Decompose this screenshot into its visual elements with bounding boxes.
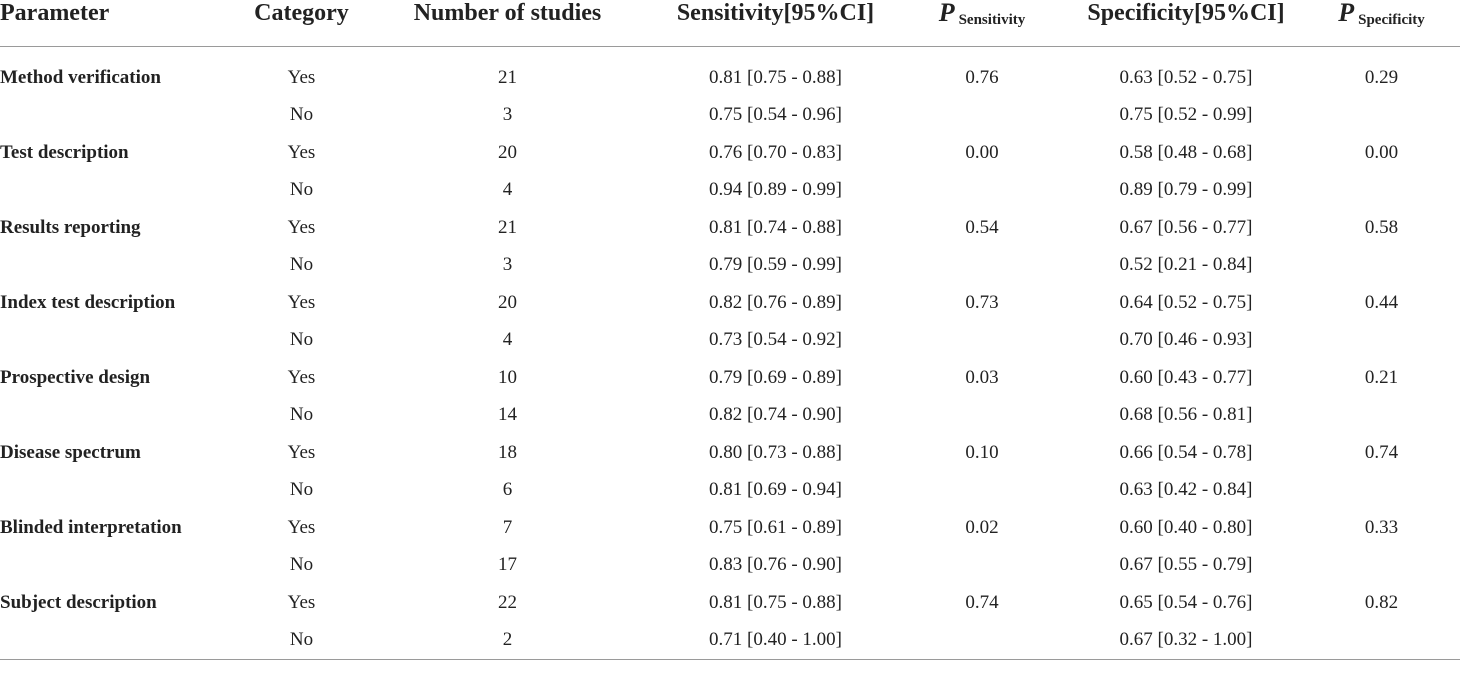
cell-sensitivity: 0.80 [0.73 - 0.88] [709, 441, 842, 463]
cell-specificity: 0.66 [0.54 - 0.78] [1119, 441, 1253, 463]
cell-specificity: 0.70 [0.46 - 0.93] [1119, 329, 1253, 351]
cell-number-of-studies: 18 [498, 441, 517, 463]
cell-p-specificity: 0.58 [1364, 216, 1399, 238]
table-row [0, 322, 1460, 360]
cell-sensitivity: 0.76 [0.70 - 0.83] [709, 141, 842, 163]
cell-sensitivity: 0.79 [0.69 - 0.89] [709, 366, 842, 388]
cell-p-sensitivity [895, 547, 1069, 585]
cell-sensitivity: 0.73 [0.54 - 0.92] [709, 329, 842, 351]
cell-parameter: Index test description [0, 291, 176, 313]
cell-number-of-studies: 3 [502, 104, 513, 126]
cell-specificity: 0.67 [0.32 - 1.00] [1069, 622, 1303, 660]
cell-p-sensitivity: 0.73 [965, 291, 999, 313]
cell-category: Yes [287, 516, 316, 538]
cell-category: No [289, 329, 314, 351]
header-p-specificity [1303, 0, 1460, 47]
cell-number-of-studies: 4 [502, 179, 513, 201]
cell-number-of-studies: 2 [359, 622, 656, 660]
cell-category: No [289, 479, 314, 501]
cell-p-specificity [1303, 547, 1460, 585]
cell-p-specificity [1303, 97, 1460, 135]
cell-category: No [289, 404, 314, 426]
table-row [0, 434, 1460, 472]
cell-specificity: 0.58 [0.48 - 0.68] [1119, 141, 1253, 163]
cell-sensitivity: 0.82 [0.74 - 0.90] [709, 404, 842, 426]
table-row [0, 209, 1460, 247]
header-specificity: Specificity[95%CI] [1069, 0, 1303, 47]
cell-p-specificity: 0.74 [1364, 441, 1399, 463]
cell-number-of-studies: 4 [502, 329, 513, 351]
table-row [0, 134, 1460, 172]
header-category: Category [244, 0, 359, 47]
cell-specificity: 0.89 [0.79 - 0.99] [1119, 179, 1253, 201]
table-row [0, 397, 1460, 435]
cell-specificity: 0.68 [0.56 - 0.81] [1119, 404, 1253, 426]
cell-specificity: 0.60 [0.40 - 0.80] [1119, 516, 1253, 538]
cell-p-sensitivity [895, 322, 1069, 360]
cell-parameter [0, 472, 244, 510]
header-p-specificity-subscript: Specificity [1358, 12, 1425, 28]
cell-number-of-studies: 20 [498, 291, 517, 313]
cell-parameter: Results reporting [0, 216, 141, 238]
cell-sensitivity: 0.81 [0.75 - 0.88] [709, 66, 842, 88]
cell-p-specificity: 0.21 [1364, 366, 1399, 388]
cell-number-of-studies: 14 [498, 404, 517, 426]
cell-p-sensitivity: 0.74 [965, 591, 999, 613]
cell-number-of-studies: 6 [502, 479, 513, 501]
header-spacer-cell [0, 47, 1460, 60]
table-row [0, 622, 1460, 660]
cell-category: Yes [287, 366, 316, 388]
cell-category: No [289, 254, 314, 276]
cell-parameter: Subject description [0, 591, 157, 613]
cell-p-specificity [1303, 172, 1460, 210]
cell-category: No [289, 179, 314, 201]
cell-p-sensitivity: 0.76 [965, 66, 999, 88]
cell-specificity: 0.67 [0.56 - 0.77] [1119, 216, 1253, 238]
cell-parameter: Prospective design [0, 366, 151, 388]
cell-category: No [244, 622, 359, 660]
cell-parameter [0, 247, 244, 285]
table-row [0, 359, 1460, 397]
cell-parameter [0, 97, 244, 135]
cell-parameter: Test description [0, 141, 129, 163]
cell-p-sensitivity: 0.10 [965, 441, 999, 463]
table-row [0, 172, 1460, 210]
cell-number-of-studies: 22 [498, 591, 517, 613]
header-p-sensitivity-letter: P [938, 0, 955, 27]
cell-specificity: 0.65 [0.54 - 0.76] [1119, 591, 1253, 613]
cell-parameter [0, 547, 244, 585]
table-row [0, 509, 1460, 547]
cell-p-specificity: 0.44 [1364, 291, 1399, 313]
cell-sensitivity: 0.71 [0.40 - 1.00] [656, 622, 895, 660]
cell-p-sensitivity [895, 397, 1069, 435]
cell-p-sensitivity [895, 172, 1069, 210]
cell-p-sensitivity: 0.54 [965, 216, 999, 238]
table-row [0, 584, 1460, 622]
cell-sensitivity: 0.75 [0.54 - 0.96] [709, 104, 842, 126]
cell-parameter: Method verification [0, 66, 161, 88]
header-spacer-row [0, 47, 1460, 60]
cell-sensitivity: 0.79 [0.59 - 0.99] [709, 254, 842, 276]
cell-specificity: 0.67 [0.55 - 0.79] [1119, 554, 1253, 576]
cell-p-sensitivity [895, 97, 1069, 135]
table-row [0, 247, 1460, 285]
table-row [0, 59, 1460, 97]
cell-specificity: 0.63 [0.42 - 0.84] [1119, 479, 1253, 501]
cell-number-of-studies: 20 [498, 141, 517, 163]
cell-number-of-studies: 17 [498, 554, 517, 576]
cell-specificity: 0.64 [0.52 - 0.75] [1119, 291, 1253, 313]
table-row [0, 547, 1460, 585]
cell-number-of-studies: 21 [498, 66, 517, 88]
cell-sensitivity: 0.83 [0.76 - 0.90] [709, 554, 842, 576]
cell-specificity: 0.63 [0.52 - 0.75] [1119, 66, 1253, 88]
cell-category: Yes [287, 591, 316, 613]
cell-category: Yes [287, 66, 316, 88]
cell-p-specificity [1303, 322, 1460, 360]
cell-number-of-studies: 10 [498, 366, 517, 388]
cell-p-sensitivity: 0.02 [965, 516, 999, 538]
cell-p-specificity: 0.00 [1364, 141, 1399, 163]
cell-category: Yes [287, 141, 316, 163]
cell-parameter [0, 397, 244, 435]
cell-p-sensitivity [895, 472, 1069, 510]
cell-parameter: Disease spectrum [0, 441, 141, 463]
table-header [0, 0, 1460, 47]
table-row [0, 97, 1460, 135]
cell-parameter: Blinded interpretation [0, 516, 182, 538]
header-parameter: Parameter [0, 0, 244, 47]
header-p-specificity-letter: P [1338, 0, 1355, 27]
header-sensitivity: Sensitivity[95%CI] [656, 0, 895, 47]
cell-p-sensitivity: 0.00 [965, 141, 999, 163]
cell-sensitivity: 0.81 [0.75 - 0.88] [709, 591, 842, 613]
cell-p-specificity: 0.33 [1364, 516, 1399, 538]
cell-p-specificity: 0.29 [1364, 66, 1399, 88]
header-number-of-studies: Number of studies [359, 0, 656, 47]
cell-sensitivity: 0.81 [0.69 - 0.94] [709, 479, 842, 501]
cell-number-of-studies: 21 [498, 216, 517, 238]
cell-category: No [289, 554, 314, 576]
table-row [0, 472, 1460, 510]
cell-category: No [289, 104, 314, 126]
cell-p-specificity [1303, 622, 1460, 660]
cell-p-specificity [1303, 472, 1460, 510]
cell-p-specificity [1303, 247, 1460, 285]
cell-p-sensitivity: 0.03 [965, 366, 999, 388]
cell-p-specificity: 0.82 [1364, 591, 1399, 613]
cell-category: Yes [287, 291, 316, 313]
cell-parameter [0, 172, 244, 210]
cell-specificity: 0.75 [0.52 - 0.99] [1119, 104, 1253, 126]
cell-specificity: 0.52 [0.21 - 0.84] [1119, 254, 1253, 276]
table-body [0, 47, 1460, 660]
header-p-sensitivity-subscript: Sensitivity [958, 12, 1026, 28]
cell-specificity: 0.60 [0.43 - 0.77] [1119, 366, 1253, 388]
cell-category: Yes [287, 216, 316, 238]
table-row [0, 284, 1460, 322]
cell-p-specificity [1303, 397, 1460, 435]
cell-sensitivity: 0.82 [0.76 - 0.89] [709, 291, 842, 313]
cell-number-of-studies: 3 [502, 254, 513, 276]
cell-p-sensitivity [895, 247, 1069, 285]
cell-sensitivity: 0.81 [0.74 - 0.88] [709, 216, 842, 238]
cell-sensitivity: 0.94 [0.89 - 0.99] [709, 179, 842, 201]
header-row [0, 0, 1460, 47]
cell-number-of-studies: 7 [502, 516, 513, 538]
cell-category: Yes [287, 441, 316, 463]
cell-sensitivity: 0.75 [0.61 - 0.89] [709, 516, 842, 538]
cell-parameter [0, 622, 244, 660]
header-p-sensitivity [895, 0, 1069, 47]
cell-p-sensitivity [895, 622, 1069, 660]
cell-parameter [0, 322, 244, 360]
